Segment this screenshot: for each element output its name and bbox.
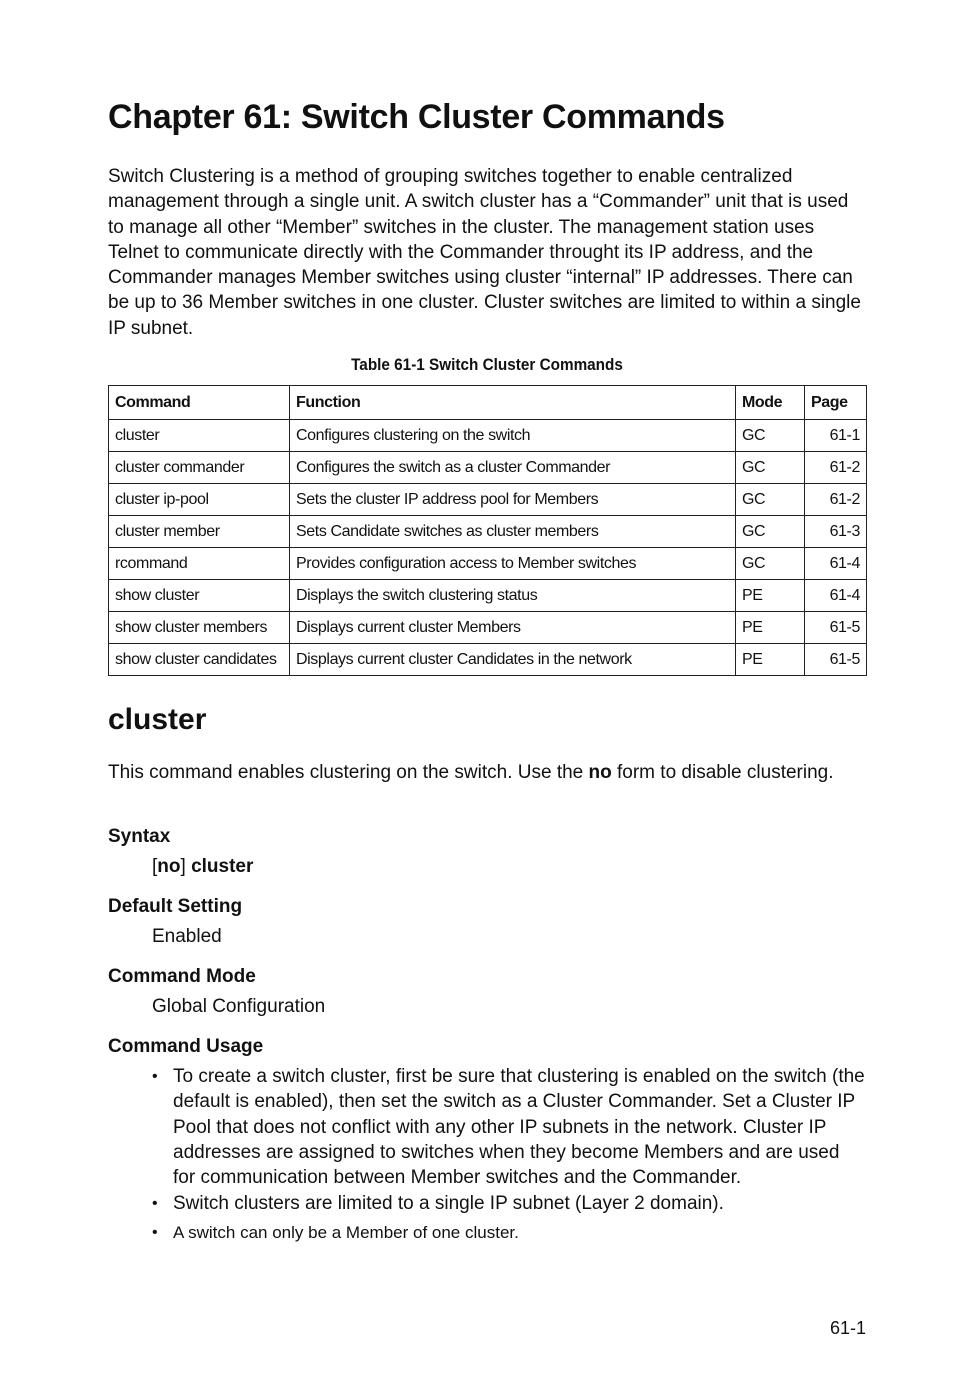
cell-mode: GC bbox=[736, 452, 805, 484]
description-text: This command enables clustering on the switch. Use the bbox=[108, 762, 589, 783]
cell-page: 61-5 bbox=[805, 612, 867, 644]
cell-page: 61-5 bbox=[805, 644, 867, 676]
table-row bbox=[109, 580, 867, 612]
section-title: cluster bbox=[108, 703, 207, 736]
list-item-text: Switch clusters are limited to a single IP subnet (Layer 2 domain). bbox=[173, 1193, 724, 1215]
description-text-end: form to disable clustering. bbox=[611, 762, 834, 783]
bullet-dot: • bbox=[152, 1068, 158, 1085]
syntax-bracket-open: [ bbox=[152, 856, 158, 877]
syntax-bracket-close: ] bbox=[180, 856, 192, 877]
list-item-text: To create a switch cluster, first be sure that clustering is enabled on the switch (the default is enabled), then set the switch as a Cluster Commander. Set a Cluster IP Pool that does not conflict with any other IP subnets in the network. Cluster IP addresses are assigned to switches when they become Members and are used for communication between Member switches and the Commander. bbox=[173, 1066, 865, 1189]
chapter-title: Chapter 61: Switch Cluster Commands bbox=[108, 98, 725, 136]
cell-command: cluster commander bbox=[109, 452, 290, 484]
cell-mode: PE bbox=[736, 580, 805, 612]
cell-mode: GC bbox=[736, 420, 805, 452]
cell-command: cluster bbox=[109, 420, 290, 452]
cell-page: 61-2 bbox=[805, 484, 867, 516]
cell-page: 61-1 bbox=[805, 420, 867, 452]
cell-page: 61-2 bbox=[805, 452, 867, 484]
table-row bbox=[109, 516, 867, 548]
table-row bbox=[109, 484, 867, 516]
cell-mode: GC bbox=[736, 516, 805, 548]
usage-list bbox=[152, 1064, 866, 1246]
cell-function: Configures clustering on the switch bbox=[290, 420, 736, 452]
cell-mode: PE bbox=[736, 644, 805, 676]
cell-command: rcommand bbox=[109, 548, 290, 580]
commands-table bbox=[108, 385, 867, 676]
mode-value: Global Configuration bbox=[152, 996, 326, 1017]
cell-command: show cluster bbox=[109, 580, 290, 612]
syntax-line bbox=[152, 856, 253, 878]
bullet-dot: • bbox=[152, 1195, 158, 1213]
default-value: Enabled bbox=[152, 926, 222, 947]
syntax-heading: Syntax bbox=[108, 826, 171, 847]
table-caption: Table 61-1 Switch Cluster Commands bbox=[351, 355, 623, 374]
cell-page: 61-4 bbox=[805, 580, 867, 612]
cell-function: Provides configuration access to Member switches bbox=[290, 548, 736, 580]
table-header-row bbox=[109, 386, 867, 420]
cell-command: show cluster candidates bbox=[109, 644, 290, 676]
section-description bbox=[108, 760, 866, 785]
list-item bbox=[152, 1191, 866, 1216]
syntax-keyword-no: no bbox=[157, 856, 181, 877]
header-page: Page bbox=[805, 386, 867, 420]
intro-paragraph: Switch Clustering is a method of grouping switches together to enable centralized management through a single unit. A switch cluster has a “Commander” unit that is used to manage all other “Member” switches in the cluster. The management station uses Telnet to communicate directly with the Commander throught its IP address, and the Commander manages Member switches using cluster “internal” IP addresses. There can be up to 36 Member switches in one cluster. Cluster switches are limited to within a single IP subnet. bbox=[108, 166, 861, 339]
cell-page: 61-4 bbox=[805, 548, 867, 580]
table-row bbox=[109, 612, 867, 644]
cell-function: Displays current cluster Candidates in the network bbox=[290, 644, 736, 676]
cell-function: Sets the cluster IP address pool for Members bbox=[290, 484, 736, 516]
cell-function: Displays the switch clustering status bbox=[290, 580, 736, 612]
list-item-text: A switch can only be a Member of one cluster. bbox=[173, 1222, 519, 1242]
cell-command: show cluster members bbox=[109, 612, 290, 644]
header-mode: Mode bbox=[736, 386, 805, 420]
default-heading: Default Setting bbox=[108, 896, 243, 917]
table-row bbox=[109, 452, 867, 484]
cell-command: cluster ip-pool bbox=[109, 484, 290, 516]
table-row bbox=[109, 420, 867, 452]
table-row bbox=[109, 548, 867, 580]
table-row bbox=[109, 644, 867, 676]
description-keyword: no bbox=[588, 762, 612, 783]
cell-mode: GC bbox=[736, 548, 805, 580]
mode-heading: Command Mode bbox=[108, 966, 256, 987]
cell-page: 61-3 bbox=[805, 516, 867, 548]
header-command: Command bbox=[109, 386, 290, 420]
cell-function: Sets Candidate switches as cluster members bbox=[290, 516, 736, 548]
cell-mode: GC bbox=[736, 484, 805, 516]
header-function: Function bbox=[290, 386, 736, 420]
page-number: 61-1 bbox=[829, 1318, 866, 1338]
cell-mode: PE bbox=[736, 612, 805, 644]
list-item bbox=[152, 1220, 866, 1245]
list-item bbox=[152, 1064, 866, 1190]
bullet-dot: • bbox=[152, 1223, 158, 1241]
cell-command: cluster member bbox=[109, 516, 290, 548]
cell-function: Displays current cluster Members bbox=[290, 612, 736, 644]
syntax-keyword-cluster: cluster bbox=[191, 856, 254, 877]
usage-heading: Command Usage bbox=[108, 1036, 264, 1057]
cell-function: Configures the switch as a cluster Commander bbox=[290, 452, 736, 484]
